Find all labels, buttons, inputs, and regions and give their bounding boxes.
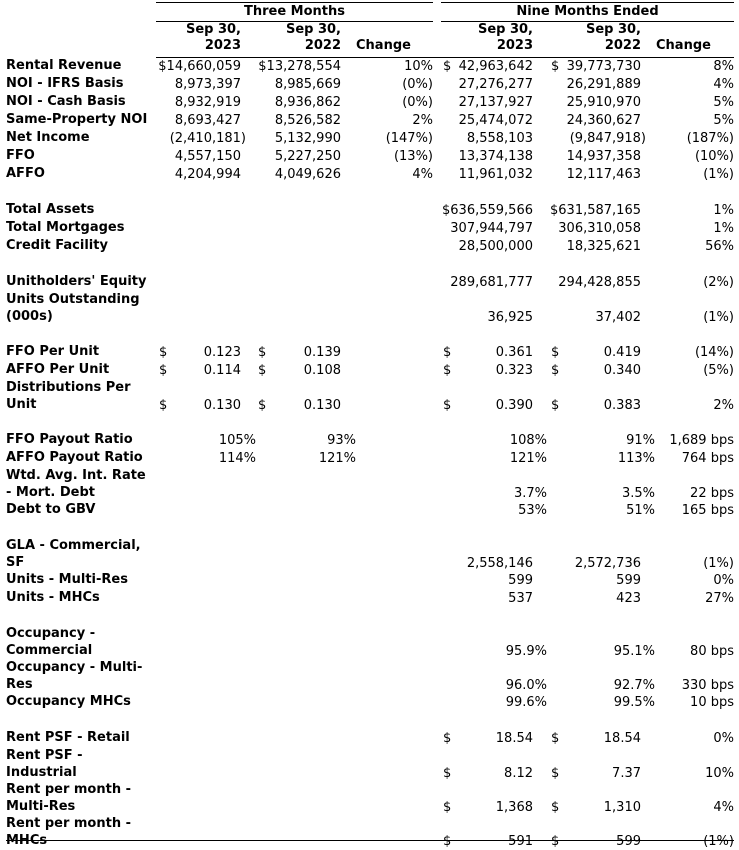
currency-symbol: $ bbox=[443, 766, 452, 781]
table-row-affo-per-unit bbox=[6, 362, 734, 380]
cell-q-2023: 0.130 bbox=[203, 398, 241, 413]
cell-n-2023: 18.54 bbox=[495, 731, 533, 746]
cell-n-change: (2%) bbox=[703, 275, 734, 290]
table-row-rent-month-mhcs bbox=[6, 816, 734, 850]
spacer-row bbox=[6, 326, 734, 344]
spacer-row bbox=[6, 414, 734, 432]
cell-q-2022: 0.139 bbox=[303, 345, 341, 360]
table-row-units-mhcs bbox=[6, 590, 734, 608]
cell-n-2022: 12,117,463 bbox=[566, 167, 641, 182]
cell-q-2022: $13,278,554 bbox=[258, 59, 341, 74]
cell-n-2022: 25,910,970 bbox=[566, 95, 641, 110]
currency-symbol: $ bbox=[551, 345, 560, 360]
currency-symbol: $ bbox=[443, 59, 452, 74]
cell-q-change: (147%) bbox=[385, 131, 433, 146]
cell-n-2023: 95.9% bbox=[505, 644, 547, 659]
cell-q-change: (0%) bbox=[402, 95, 433, 110]
row-label: Units - Multi-Res bbox=[6, 572, 128, 587]
currency-symbol: $ bbox=[258, 345, 267, 360]
cell-n-2023: 591 bbox=[508, 834, 533, 849]
row-label: NOI - IFRS Basis bbox=[6, 76, 124, 91]
col-n-2022: Sep 30, 2022 bbox=[585, 22, 641, 53]
cell-n-change: 0% bbox=[713, 731, 734, 746]
currency-symbol: $ bbox=[159, 398, 168, 413]
table-row-credit-facility bbox=[6, 238, 734, 256]
spacer-row bbox=[6, 712, 734, 730]
row-label: Occupancy - Multi- Res bbox=[6, 660, 143, 692]
cell-q-2022: 8,526,582 bbox=[274, 113, 341, 128]
spacer-row bbox=[6, 256, 734, 274]
cell-n-change: 5% bbox=[713, 95, 734, 110]
cell-n-change: 56% bbox=[705, 239, 734, 254]
cell-n-change: 1% bbox=[713, 203, 734, 218]
cell-n-2022: 37,402 bbox=[595, 310, 641, 325]
cell-n-2022: 18,325,621 bbox=[566, 239, 641, 254]
cell-n-2022: $631,587,165 bbox=[550, 203, 641, 218]
currency-symbol: $ bbox=[159, 363, 168, 378]
currency-symbol: $ bbox=[443, 834, 452, 849]
cell-n-2022: 7.37 bbox=[612, 766, 641, 781]
row-label: Rent PSF - Industrial bbox=[6, 748, 83, 780]
table-row-rent-psf-industrial bbox=[6, 748, 734, 782]
cell-q-2022: 5,227,250 bbox=[274, 149, 341, 164]
cell-n-2022: 91% bbox=[626, 433, 655, 448]
cell-n-change: 10 bps bbox=[690, 695, 734, 710]
table-row-noi-ifrs bbox=[6, 76, 734, 94]
cell-q-change: (0%) bbox=[402, 77, 433, 92]
row-label: Net Income bbox=[6, 130, 90, 145]
cell-q-2023: 4,204,994 bbox=[174, 167, 241, 182]
currency-symbol: $ bbox=[443, 800, 452, 815]
cell-n-2023: $636,559,566 bbox=[442, 203, 533, 218]
currency-symbol: $ bbox=[551, 766, 560, 781]
row-label: AFFO Per Unit bbox=[6, 362, 110, 377]
cell-q-2023: 8,932,919 bbox=[174, 95, 241, 110]
cell-q-2023: $14,660,059 bbox=[158, 59, 241, 74]
row-label: Rent per month - Multi-Res bbox=[6, 782, 132, 814]
row-label: AFFO bbox=[6, 166, 45, 181]
table-row-total-assets bbox=[6, 202, 734, 220]
col-n-change: Change bbox=[656, 38, 711, 53]
currency-symbol: $ bbox=[258, 363, 267, 378]
currency-symbol: $ bbox=[443, 363, 452, 378]
table-row-occupancy-commercial bbox=[6, 626, 734, 660]
row-label: FFO Per Unit bbox=[6, 344, 100, 359]
cell-n-2022: 18.54 bbox=[603, 731, 641, 746]
cell-q-2022: 8,985,669 bbox=[274, 77, 341, 92]
cell-n-2023: 8,558,103 bbox=[466, 131, 533, 146]
currency-symbol: $ bbox=[551, 59, 560, 74]
cell-q-2022: 121% bbox=[318, 451, 356, 466]
currency-symbol: $ bbox=[159, 345, 168, 360]
col-n-2023: Sep 30, 2023 bbox=[477, 22, 533, 53]
row-label: Rental Revenue bbox=[6, 58, 122, 73]
row-label: Occupancy - Commercial bbox=[6, 626, 96, 658]
currency-symbol: $ bbox=[258, 398, 267, 413]
row-label: Total Mortgages bbox=[6, 220, 125, 235]
row-label: AFFO Payout Ratio bbox=[6, 450, 143, 465]
cell-q-2023: 0.114 bbox=[203, 363, 241, 378]
currency-symbol: $ bbox=[443, 398, 452, 413]
cell-n-2022: 599 bbox=[616, 573, 641, 588]
cell-n-2023: 537 bbox=[508, 591, 533, 606]
cell-n-change: 22 bps bbox=[690, 486, 734, 501]
cell-n-change: (1%) bbox=[703, 310, 734, 325]
cell-q-2022: 0.130 bbox=[303, 398, 341, 413]
cell-n-change: 764 bps bbox=[681, 451, 734, 466]
cell-n-change: (5%) bbox=[703, 363, 734, 378]
table-row-noi-cash bbox=[6, 94, 734, 112]
cell-q-2022: 4,049,626 bbox=[274, 167, 341, 182]
nine-months-header: Nine Months Ended bbox=[441, 2, 734, 22]
row-label: Debt to GBV bbox=[6, 502, 96, 517]
cell-n-2022: (9,847,918) bbox=[569, 131, 646, 146]
cell-n-2022: 2,572,736 bbox=[574, 556, 641, 571]
cell-n-change: 330 bps bbox=[681, 678, 734, 693]
cell-n-2023: 96.0% bbox=[505, 678, 547, 693]
col-q-2023: Sep 30, 2023 bbox=[185, 22, 241, 53]
table-row-ffo-payout bbox=[6, 432, 734, 450]
cell-n-2022: 95.1% bbox=[613, 644, 655, 659]
cell-n-2023: 289,681,777 bbox=[450, 275, 533, 290]
cell-q-2022: 8,936,862 bbox=[274, 95, 341, 110]
cell-n-2022: 0.340 bbox=[603, 363, 641, 378]
cell-n-change: 4% bbox=[713, 77, 734, 92]
table-row-same-property-noi bbox=[6, 112, 734, 130]
currency-symbol: $ bbox=[443, 731, 452, 746]
cell-n-2023: 8.12 bbox=[504, 766, 533, 781]
cell-q-change: 10% bbox=[404, 59, 433, 74]
row-label: Credit Facility bbox=[6, 238, 108, 253]
cell-n-change: (14%) bbox=[694, 345, 734, 360]
cell-n-2022: 39,773,730 bbox=[566, 59, 641, 74]
cell-n-2023: 3.7% bbox=[513, 486, 547, 501]
row-label: Rent PSF - Retail bbox=[6, 730, 130, 745]
row-label: Occupancy MHCs bbox=[6, 694, 131, 709]
table-row-rent-month-multi-res bbox=[6, 782, 734, 816]
cell-n-2023: 599 bbox=[508, 573, 533, 588]
cell-n-change: 5% bbox=[713, 113, 734, 128]
table-row-ffo bbox=[6, 148, 734, 166]
table-row-occupancy-multi-res bbox=[6, 660, 734, 694]
financial-highlights-table bbox=[6, 2, 734, 850]
cell-n-change: 10% bbox=[705, 766, 734, 781]
cell-n-2022: 24,360,627 bbox=[566, 113, 641, 128]
cell-q-change: (13%) bbox=[393, 149, 433, 164]
cell-n-2022: 1,310 bbox=[603, 800, 641, 815]
row-label: Units Outstanding (000s) bbox=[6, 292, 140, 324]
cell-q-2023: 114% bbox=[218, 451, 256, 466]
cell-n-change: 8% bbox=[713, 59, 734, 74]
cell-q-2023: 4,557,150 bbox=[174, 149, 241, 164]
table-row-units-outstanding bbox=[6, 292, 734, 326]
cell-n-2023: 99.6% bbox=[505, 695, 547, 710]
cell-n-2023: 0.361 bbox=[495, 345, 533, 360]
row-label: Unitholders' Equity bbox=[6, 274, 147, 289]
row-label: FFO bbox=[6, 148, 35, 163]
currency-symbol: $ bbox=[551, 800, 560, 815]
col-q-2022: Sep 30, 2022 bbox=[285, 22, 341, 53]
cell-n-change: 1,689 bps bbox=[669, 433, 734, 448]
cell-n-2023: 108% bbox=[509, 433, 547, 448]
cell-n-2023: 13,374,138 bbox=[458, 149, 533, 164]
table-row-gla-commercial bbox=[6, 538, 734, 572]
cell-n-change: 165 bps bbox=[681, 503, 734, 518]
cell-n-change: 1% bbox=[713, 221, 734, 236]
table-row-units-multi-res bbox=[6, 572, 734, 590]
row-label: Rent per month - MHCs bbox=[6, 816, 132, 848]
cell-q-2023: 105% bbox=[218, 433, 256, 448]
table-row-unitholders-equity bbox=[6, 274, 734, 292]
currency-symbol: $ bbox=[443, 345, 452, 360]
cell-q-2022: 93% bbox=[327, 433, 356, 448]
cell-q-change: 4% bbox=[412, 167, 433, 182]
cell-q-2022: 0.108 bbox=[303, 363, 341, 378]
cell-n-2022: 3.5% bbox=[621, 486, 655, 501]
cell-q-2022: 5,132,990 bbox=[274, 131, 341, 146]
cell-n-change: (187%) bbox=[686, 131, 734, 146]
cell-n-2022: 423 bbox=[616, 591, 641, 606]
cell-q-change: 2% bbox=[412, 113, 433, 128]
table-row-ffo-per-unit bbox=[6, 344, 734, 362]
table-row-net-income bbox=[6, 130, 734, 148]
cell-n-2023: 42,963,642 bbox=[458, 59, 533, 74]
cell-n-2023: 0.323 bbox=[495, 363, 533, 378]
cell-n-change: (1%) bbox=[703, 556, 734, 571]
cell-n-change: (1%) bbox=[703, 167, 734, 182]
table-row-rent-psf-retail bbox=[6, 730, 734, 748]
cell-n-change: 80 bps bbox=[690, 644, 734, 659]
cell-n-2022: 294,428,855 bbox=[558, 275, 641, 290]
cell-q-2023: 8,973,397 bbox=[174, 77, 241, 92]
cell-n-2023: 307,944,797 bbox=[450, 221, 533, 236]
cell-n-2023: 2,558,146 bbox=[466, 556, 533, 571]
row-label: NOI - Cash Basis bbox=[6, 94, 126, 109]
cell-n-2022: 14,937,358 bbox=[566, 149, 641, 164]
cell-n-change: 4% bbox=[713, 800, 734, 815]
table-row-affo-payout bbox=[6, 450, 734, 468]
cell-q-2023: 8,693,427 bbox=[174, 113, 241, 128]
cell-n-2023: 1,368 bbox=[495, 800, 533, 815]
cell-n-2022: 92.7% bbox=[613, 678, 655, 693]
cell-n-2023: 25,474,072 bbox=[458, 113, 533, 128]
currency-symbol: $ bbox=[551, 834, 560, 849]
cell-n-2023: 53% bbox=[518, 503, 547, 518]
table-row-distributions-per-unit bbox=[6, 380, 734, 414]
currency-symbol: $ bbox=[551, 363, 560, 378]
table-row-debt-to-gbv bbox=[6, 502, 734, 520]
row-label: Distributions Per Unit bbox=[6, 380, 131, 412]
cell-n-2022: 26,291,889 bbox=[566, 77, 641, 92]
cell-n-2022: 51% bbox=[626, 503, 655, 518]
cell-n-2022: 306,310,058 bbox=[558, 221, 641, 236]
cell-n-2023: 27,137,927 bbox=[458, 95, 533, 110]
table-row-occupancy-mhcs bbox=[6, 694, 734, 712]
col-q-change: Change bbox=[356, 38, 411, 53]
spacer-row bbox=[6, 608, 734, 626]
row-label: Same-Property NOI bbox=[6, 112, 148, 127]
cell-n-2023: 36,925 bbox=[487, 310, 533, 325]
currency-symbol: $ bbox=[551, 398, 560, 413]
cell-n-2022: 99.5% bbox=[613, 695, 655, 710]
cell-n-2022: 113% bbox=[617, 451, 655, 466]
table-row-rental-revenue bbox=[6, 58, 734, 76]
cell-n-2023: 0.390 bbox=[495, 398, 533, 413]
table-row-wtd-avg-int-rate bbox=[6, 468, 734, 502]
cell-n-change: (10%) bbox=[694, 149, 734, 164]
cell-n-2022: 0.383 bbox=[603, 398, 641, 413]
cell-n-change: 2% bbox=[713, 398, 734, 413]
cell-n-2023: 11,961,032 bbox=[458, 167, 533, 182]
spacer-row bbox=[6, 184, 734, 202]
row-label: Wtd. Avg. Int. Rate - Mort. Debt bbox=[6, 468, 146, 500]
cell-n-2022: 599 bbox=[616, 834, 641, 849]
table-row-total-mortgages bbox=[6, 220, 734, 238]
spacer-row bbox=[6, 520, 734, 538]
column-header-row bbox=[156, 21, 734, 58]
cell-q-2023: (2,410,181) bbox=[169, 131, 246, 146]
row-label: GLA - Commercial, SF bbox=[6, 538, 141, 570]
cell-n-2023: 121% bbox=[509, 451, 547, 466]
three-months-header: Three Months bbox=[156, 2, 433, 22]
cell-n-2023: 28,500,000 bbox=[458, 239, 533, 254]
cell-n-change: 27% bbox=[705, 591, 734, 606]
cell-n-2023: 27,276,277 bbox=[458, 77, 533, 92]
currency-symbol: $ bbox=[551, 731, 560, 746]
table-row-affo bbox=[6, 166, 734, 184]
row-label: Total Assets bbox=[6, 202, 95, 217]
row-label: FFO Payout Ratio bbox=[6, 432, 133, 447]
cell-n-2022: 0.419 bbox=[603, 345, 641, 360]
cell-n-change: 0% bbox=[713, 573, 734, 588]
period-group-header bbox=[6, 2, 734, 21]
cell-n-change: (1%) bbox=[703, 834, 734, 849]
cell-q-2023: 0.123 bbox=[203, 345, 241, 360]
row-label: Units - MHCs bbox=[6, 590, 100, 605]
table-bottom-rule bbox=[6, 840, 734, 841]
